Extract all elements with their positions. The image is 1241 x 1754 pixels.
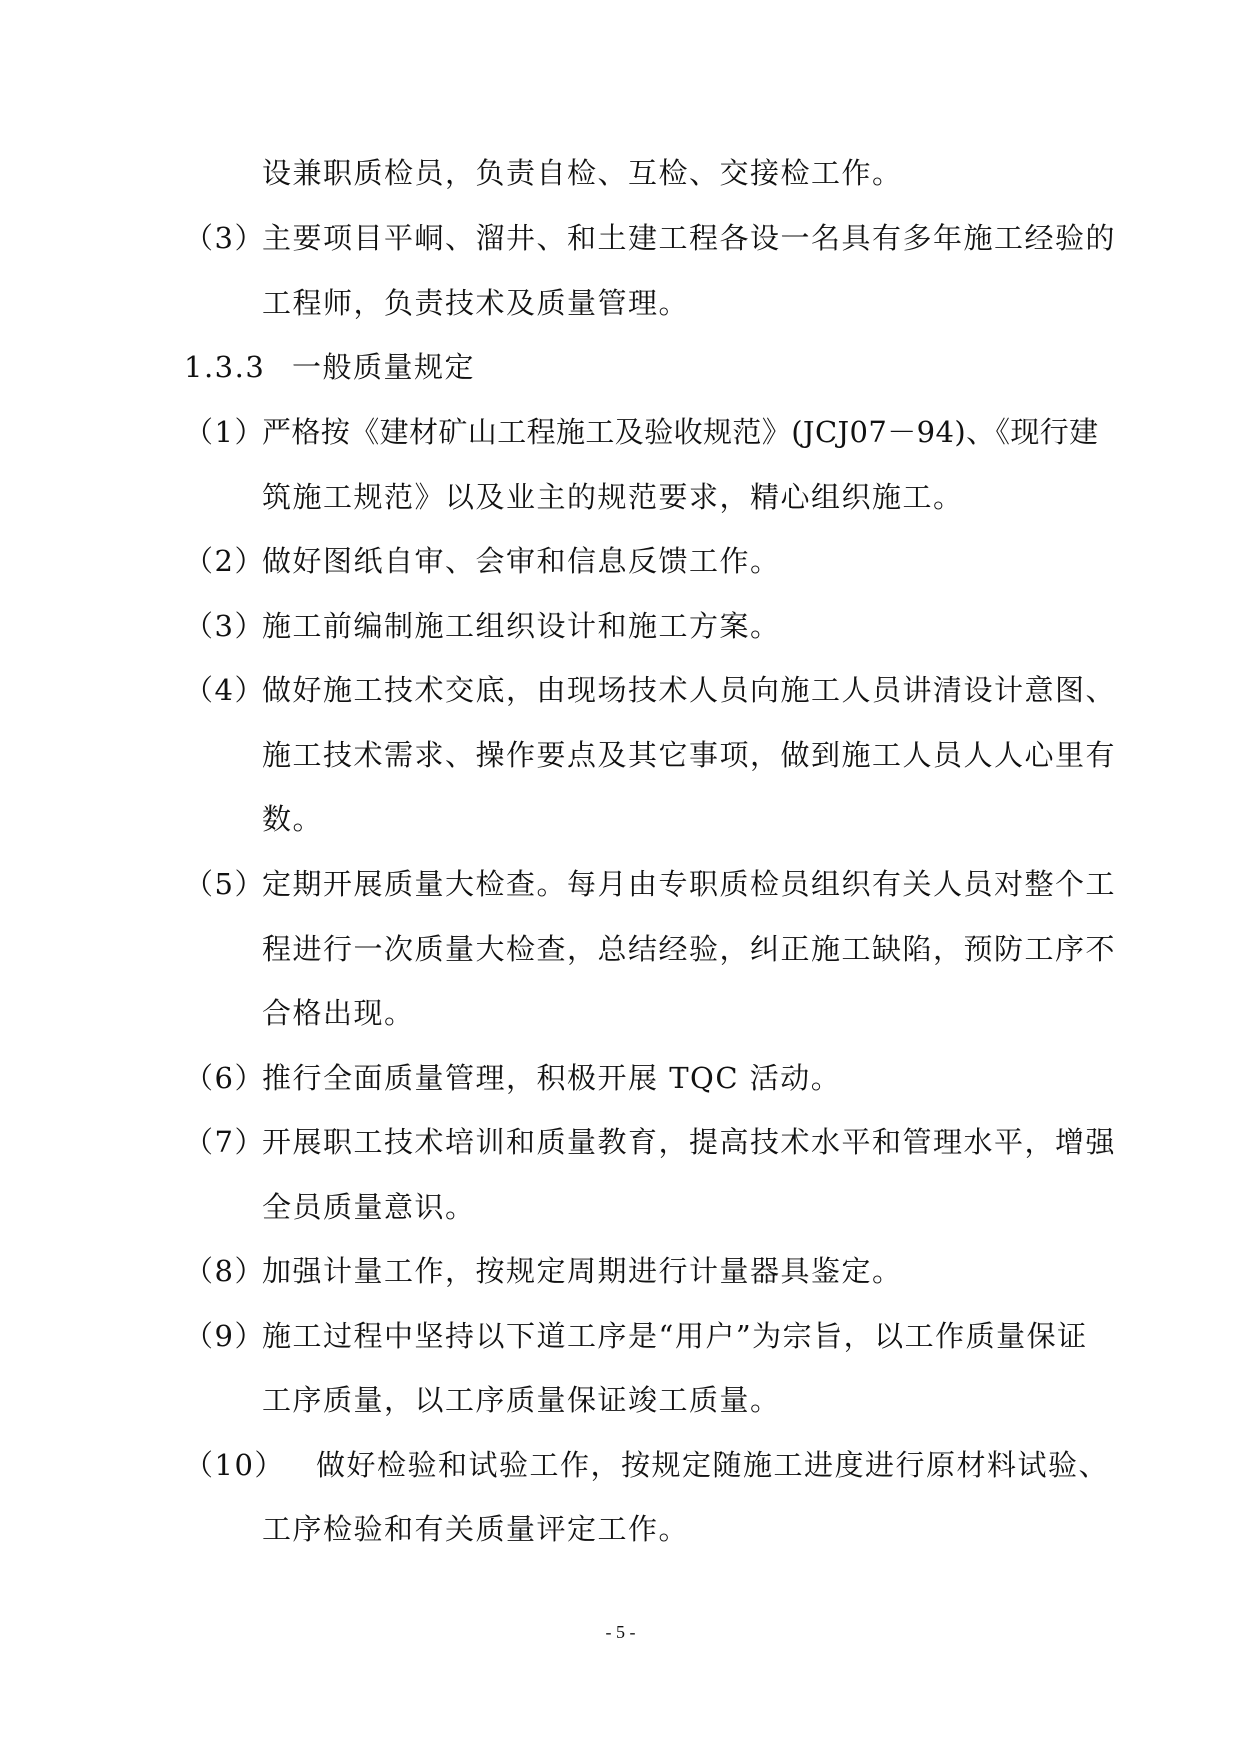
item-number: （5）	[184, 867, 265, 901]
list-item	[184, 1316, 1088, 1356]
line-text: 施工技术需求、操作要点及其它事项，做到施工人员人人心里有	[262, 738, 1117, 772]
item-text: 推行全面质量管理，积极开展 TQC 活动。	[262, 1061, 842, 1095]
item-number: （9）	[184, 1319, 265, 1353]
text-line	[262, 283, 689, 323]
page-number: - 5 -	[605, 1622, 636, 1642]
line-text: 设兼职质检员，负责自检、互检、交接检工作。	[262, 156, 903, 190]
text-line	[262, 1509, 689, 1549]
item-text: 做好施工技术交底，由现场技术人员向施工人员讲清设计意图、	[262, 673, 1117, 707]
list-item	[184, 218, 1116, 258]
line-text: 工序检验和有关质量评定工作。	[262, 1512, 690, 1546]
text-line	[262, 929, 1116, 969]
line-text: 合格出现。	[262, 996, 415, 1030]
list-item	[184, 412, 1099, 452]
item-number: （2）	[184, 544, 265, 578]
item-number: （10）	[184, 1448, 285, 1482]
item-text: 加强计量工作，按规定周期进行计量器具鉴定。	[262, 1254, 903, 1288]
item-text: 主要项目平峒、溜井、和土建工程各设一名具有多年施工经验的	[262, 221, 1117, 255]
list-item	[184, 1058, 841, 1098]
text-line	[262, 153, 903, 193]
line-text: 工程师，负责技术及质量管理。	[262, 286, 690, 320]
line-text: 筑施工规范》以及业主的规范要求，精心组织施工。	[262, 480, 964, 514]
list-item	[184, 1122, 1116, 1162]
text-line	[262, 799, 323, 839]
list-item	[184, 670, 1116, 710]
item-number: （7）	[184, 1125, 265, 1159]
list-item	[184, 541, 781, 581]
line-text: 程进行一次质量大检查，总结经验，纠正施工缺陷，预防工序不	[262, 932, 1117, 966]
list-item	[184, 864, 1116, 904]
text-line	[262, 735, 1116, 775]
list-item	[184, 1251, 903, 1291]
item-text: 施工前编制施工组织设计和施工方案。	[262, 609, 781, 643]
item-number: （3）	[184, 609, 265, 643]
text-line	[262, 993, 415, 1033]
item-number: （6）	[184, 1061, 265, 1095]
line-text: 全员质量意识。	[262, 1190, 476, 1224]
line-text: 工序质量，以工序质量保证竣工质量。	[262, 1383, 781, 1417]
item-text: 做好图纸自审、会审和信息反馈工作。	[262, 544, 781, 578]
item-number: （3）	[184, 221, 265, 255]
item-text: 做好检验和试验工作，按规定随施工进度进行原材料试验、	[316, 1448, 1110, 1482]
section-title: 一般质量规定	[292, 350, 476, 384]
item-number: （1）	[184, 415, 265, 449]
item-text: 施工过程中坚持以下道工序是“用户”为宗旨，以工作质量保证	[262, 1319, 1088, 1353]
text-line	[262, 1380, 781, 1420]
text-line	[262, 477, 964, 517]
list-item	[184, 1445, 1109, 1485]
text-line	[262, 1187, 476, 1227]
item-text: 定期开展质量大检查。每月由专职质检员组织有关人员对整个工	[262, 867, 1117, 901]
item-text: 开展职工技术培训和质量教育，提高技术水平和管理水平，增强	[262, 1125, 1117, 1159]
list-item	[184, 606, 781, 646]
section-heading	[184, 347, 475, 387]
item-text: 严格按《建材矿山工程施工及验收规范》(JCJ07－94)、《现行建	[262, 415, 1099, 449]
line-text: 数。	[262, 802, 324, 836]
item-number: （4）	[184, 673, 265, 707]
section-number: 1.3.3	[184, 350, 266, 384]
item-number: （8）	[184, 1254, 265, 1288]
